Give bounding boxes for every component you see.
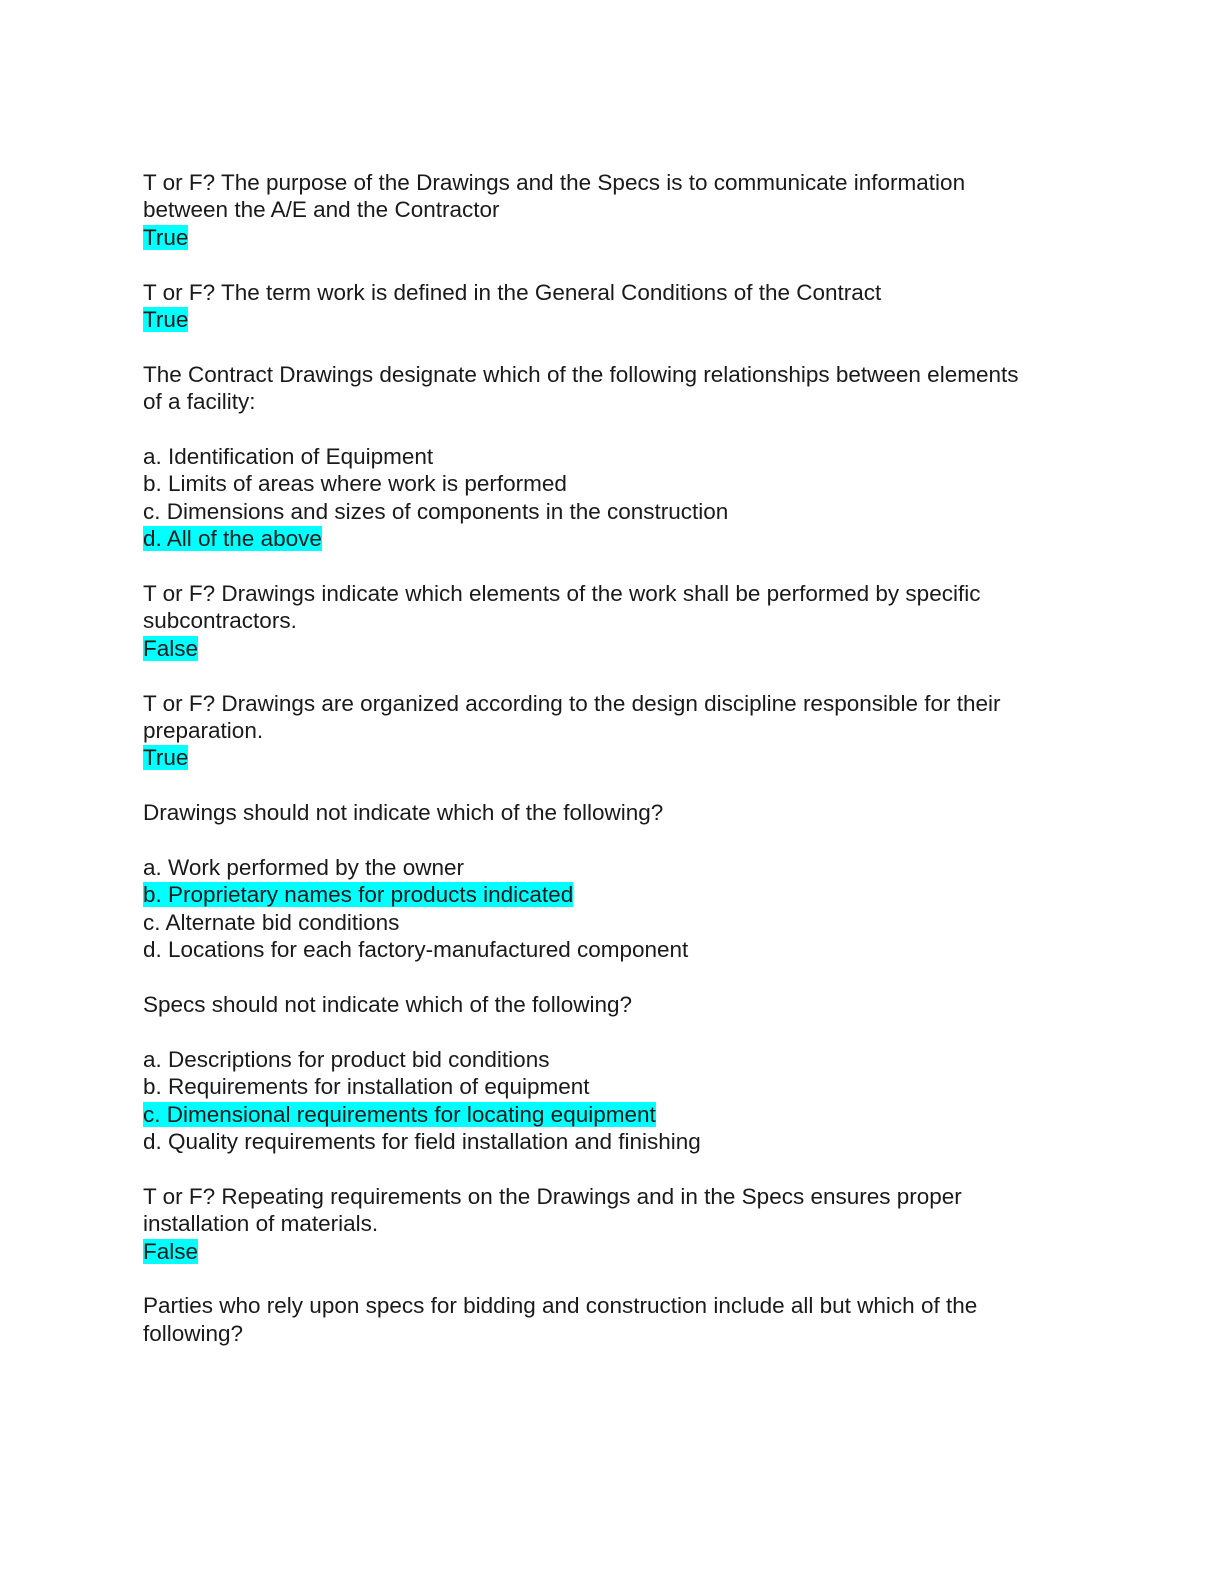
- paragraph-gap: [143, 827, 1083, 854]
- question-1: [143, 169, 1083, 251]
- highlighted-answer: False: [143, 635, 199, 661]
- document-body: [143, 169, 1083, 1347]
- paragraph-gap: [143, 964, 1083, 991]
- highlighted-answer-option: b. Proprietary names for products indicated: [143, 882, 574, 908]
- answer-option: a. Identification of Equipment: [143, 444, 434, 470]
- highlighted-answer-option: c. Dimensional requirements for locating equipment: [143, 1101, 656, 1127]
- answer-option: b. Requirements for installation of equipment: [143, 1074, 590, 1100]
- question-text-line: between the A/E and the Contractor: [143, 197, 500, 223]
- answer-option: b. Limits of areas where work is performed: [143, 471, 567, 497]
- answer-option: c. Alternate bid conditions: [143, 909, 400, 935]
- question-text-line: installation of materials.: [143, 1211, 379, 1237]
- question-6: [143, 799, 1083, 963]
- question-text-line: T or F? Drawings indicate which elements of the work shall be performed by specific: [143, 581, 981, 607]
- question-text-line: subcontractors.: [143, 608, 297, 634]
- paragraph-gap: [143, 1265, 1083, 1292]
- paragraph-gap: [143, 1155, 1083, 1182]
- question-text-line: Parties who rely upon specs for bidding and construction include all but which of the: [143, 1293, 978, 1319]
- paragraph-gap: [143, 553, 1083, 580]
- question-text-line: T or F? The term work is defined in the General Conditions of the Contract: [143, 279, 882, 305]
- question-text-line: following?: [143, 1320, 244, 1346]
- paragraph-gap: [143, 416, 1083, 443]
- answer-option: d. Quality requirements for field installation and finishing: [143, 1129, 701, 1155]
- question-text-line: preparation.: [143, 718, 264, 744]
- question-text-line: The Contract Drawings designate which of the following relationships between elements: [143, 361, 1019, 387]
- question-text-line: of a facility:: [143, 389, 256, 415]
- question-5: [143, 690, 1083, 772]
- answer-option: c. Dimensions and sizes of components in the construction: [143, 498, 729, 524]
- answer-option: d. Locations for each factory-manufactured component: [143, 937, 689, 963]
- question-text-line: Specs should not indicate which of the following?: [143, 992, 633, 1018]
- highlighted-answer: False: [143, 1238, 199, 1264]
- highlighted-answer: True: [143, 307, 189, 333]
- paragraph-gap: [143, 251, 1083, 278]
- question-text-line: T or F? The purpose of the Drawings and the Specs is to communicate information: [143, 170, 966, 195]
- paragraph-gap: [143, 662, 1083, 689]
- question-text-line: T or F? Repeating requirements on the Drawings and in the Specs ensures proper: [143, 1183, 962, 1209]
- question-text-line: T or F? Drawings are organized according to the design discipline responsible for their: [143, 690, 1001, 716]
- question-9: [143, 1292, 1083, 1347]
- highlighted-answer: True: [143, 224, 189, 250]
- question-4: [143, 580, 1083, 662]
- highlighted-answer: True: [143, 745, 189, 771]
- question-text-line: Drawings should not indicate which of the following?: [143, 800, 664, 826]
- question-7: [143, 991, 1083, 1155]
- question-3: [143, 361, 1083, 553]
- paragraph-gap: [143, 772, 1083, 799]
- answer-option: a. Work performed by the owner: [143, 855, 464, 881]
- paragraph-gap: [143, 1018, 1083, 1045]
- question-8: [143, 1183, 1083, 1265]
- answer-option: a. Descriptions for product bid conditions: [143, 1046, 550, 1072]
- highlighted-answer-option: d. All of the above: [143, 526, 322, 552]
- question-2: [143, 279, 1083, 334]
- paragraph-gap: [143, 333, 1083, 360]
